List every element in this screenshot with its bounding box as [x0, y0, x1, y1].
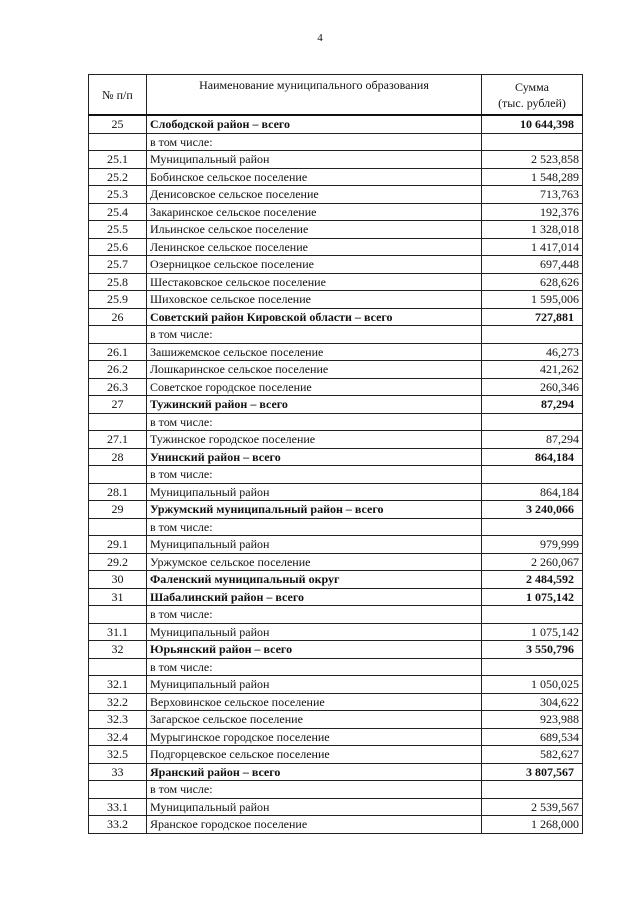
- row-amount: 1 417,014: [482, 238, 583, 256]
- row-name: в том числе:: [147, 133, 482, 151]
- row-number: 25.3: [89, 186, 147, 204]
- row-number: [89, 518, 147, 536]
- table-row: [89, 746, 583, 764]
- table-row-total: [89, 448, 583, 466]
- row-number: 26.1: [89, 343, 147, 361]
- header-sum: [482, 75, 583, 116]
- row-amount: 10 644,398: [482, 115, 583, 133]
- row-amount: 1 075,142: [482, 623, 583, 641]
- table-row: [89, 203, 583, 221]
- row-amount: 864,184: [482, 483, 583, 501]
- table-row-total: [89, 763, 583, 781]
- table-row: [89, 693, 583, 711]
- row-number: 25: [89, 115, 147, 133]
- row-amount: 582,627: [482, 746, 583, 764]
- table-row-total: [89, 308, 583, 326]
- table-row: [89, 536, 583, 554]
- row-name: Советский район Кировской области – всего: [147, 308, 482, 326]
- table-row-subheading: [89, 413, 583, 431]
- row-amount: 1 050,025: [482, 676, 583, 694]
- row-amount: 689,534: [482, 728, 583, 746]
- table-row-subheading: [89, 466, 583, 484]
- row-amount: 2 484,592: [482, 571, 583, 589]
- row-amount: 1 328,018: [482, 221, 583, 239]
- row-number: 29: [89, 501, 147, 519]
- table-row: [89, 623, 583, 641]
- row-number: 28: [89, 448, 147, 466]
- row-amount: [482, 133, 583, 151]
- row-amount: 2 260,067: [482, 553, 583, 571]
- table-row-subheading: [89, 606, 583, 624]
- table-row-total: [89, 396, 583, 414]
- row-name: Шиховское сельское поселение: [147, 291, 482, 309]
- row-number: [89, 326, 147, 344]
- row-number: 25.7: [89, 256, 147, 274]
- table-row-total: [89, 571, 583, 589]
- row-name: Унинский район – всего: [147, 448, 482, 466]
- row-number: 33.2: [89, 816, 147, 834]
- row-number: 32.1: [89, 676, 147, 694]
- table-header-row: [89, 75, 583, 116]
- row-name: Лошкаринское сельское поселение: [147, 361, 482, 379]
- table-row: [89, 291, 583, 309]
- row-number: 25.4: [89, 203, 147, 221]
- row-amount: 304,622: [482, 693, 583, 711]
- row-number: [89, 606, 147, 624]
- row-number: 30: [89, 571, 147, 589]
- row-number: 33.1: [89, 798, 147, 816]
- row-number: 25.6: [89, 238, 147, 256]
- row-name: Шестаковское сельское поселение: [147, 273, 482, 291]
- row-amount: [482, 326, 583, 344]
- row-name: в том числе:: [147, 606, 482, 624]
- row-name: Шабалинский район – всего: [147, 588, 482, 606]
- row-amount: 46,273: [482, 343, 583, 361]
- row-amount: [482, 518, 583, 536]
- table-row-subheading: [89, 326, 583, 344]
- row-amount: [482, 781, 583, 799]
- row-amount: 1 268,000: [482, 816, 583, 834]
- row-number: [89, 413, 147, 431]
- row-amount: 1 595,006: [482, 291, 583, 309]
- row-amount: 87,294: [482, 431, 583, 449]
- row-amount: 727,881: [482, 308, 583, 326]
- row-number: 32.3: [89, 711, 147, 729]
- row-name: Загарское сельское поселение: [147, 711, 482, 729]
- row-name: Закаринское сельское поселение: [147, 203, 482, 221]
- row-number: 27: [89, 396, 147, 414]
- row-number: 26: [89, 308, 147, 326]
- header-sum-line1: Сумма: [515, 79, 549, 94]
- row-amount: 260,346: [482, 378, 583, 396]
- table-row: [89, 816, 583, 834]
- row-number: [89, 133, 147, 151]
- table-row: [89, 798, 583, 816]
- table-row: [89, 221, 583, 239]
- table-row: [89, 711, 583, 729]
- row-amount: 421,262: [482, 361, 583, 379]
- header-name: Наименование муниципального образования: [147, 75, 482, 116]
- row-amount: 713,763: [482, 186, 583, 204]
- row-name: Озерницкое сельское поселение: [147, 256, 482, 274]
- row-name: Яранский район – всего: [147, 763, 482, 781]
- row-amount: 697,448: [482, 256, 583, 274]
- row-name: Тужинский район – всего: [147, 396, 482, 414]
- row-amount: 923,988: [482, 711, 583, 729]
- row-name: Ильинское сельское поселение: [147, 221, 482, 239]
- row-number: 32: [89, 641, 147, 659]
- row-number: [89, 658, 147, 676]
- table-row: [89, 361, 583, 379]
- row-name: Муниципальный район: [147, 676, 482, 694]
- row-amount: 979,999: [482, 536, 583, 554]
- table-row-total: [89, 501, 583, 519]
- table-body: [89, 115, 583, 833]
- row-name: Муниципальный район: [147, 483, 482, 501]
- row-number: 26.3: [89, 378, 147, 396]
- table-row: [89, 728, 583, 746]
- table-row-subheading: [89, 133, 583, 151]
- row-name: Ленинское сельское поселение: [147, 238, 482, 256]
- row-number: 25.1: [89, 151, 147, 169]
- row-number: 28.1: [89, 483, 147, 501]
- row-amount: 192,376: [482, 203, 583, 221]
- row-name: Подгорцевское сельское поселение: [147, 746, 482, 764]
- row-name: Юрьянский район – всего: [147, 641, 482, 659]
- row-amount: [482, 413, 583, 431]
- row-amount: 3 240,066: [482, 501, 583, 519]
- table-row: [89, 273, 583, 291]
- table-row: [89, 151, 583, 169]
- row-amount: 2 523,858: [482, 151, 583, 169]
- table-row: [89, 483, 583, 501]
- table-row: [89, 256, 583, 274]
- table-row: [89, 676, 583, 694]
- row-name: в том числе:: [147, 413, 482, 431]
- row-name: Слободской район – всего: [147, 115, 482, 133]
- row-amount: 2 539,567: [482, 798, 583, 816]
- table-row: [89, 553, 583, 571]
- row-amount: [482, 658, 583, 676]
- row-amount: 628,626: [482, 273, 583, 291]
- table-row: [89, 343, 583, 361]
- row-amount: 1 548,289: [482, 168, 583, 186]
- row-name: Муниципальный район: [147, 798, 482, 816]
- table-row-subheading: [89, 518, 583, 536]
- row-name: в том числе:: [147, 466, 482, 484]
- row-number: 32.4: [89, 728, 147, 746]
- row-name: в том числе:: [147, 781, 482, 799]
- row-number: 32.2: [89, 693, 147, 711]
- row-name: Верховинское сельское поселение: [147, 693, 482, 711]
- row-number: 33: [89, 763, 147, 781]
- table-row: [89, 238, 583, 256]
- row-amount: [482, 466, 583, 484]
- row-amount: 1 075,142: [482, 588, 583, 606]
- row-name: Тужинское городское поселение: [147, 431, 482, 449]
- row-name: в том числе:: [147, 518, 482, 536]
- table-row-subheading: [89, 781, 583, 799]
- row-number: 31.1: [89, 623, 147, 641]
- row-name: Мурыгинское городское поселение: [147, 728, 482, 746]
- row-name: Уржумский муниципальный район – всего: [147, 501, 482, 519]
- row-name: Муниципальный район: [147, 623, 482, 641]
- table-row-total: [89, 588, 583, 606]
- row-number: 25.5: [89, 221, 147, 239]
- row-name: в том числе:: [147, 326, 482, 344]
- table-row: [89, 186, 583, 204]
- row-number: 25.2: [89, 168, 147, 186]
- row-name: Яранское городское поселение: [147, 816, 482, 834]
- page-number: 4: [317, 32, 323, 44]
- row-number: 27.1: [89, 431, 147, 449]
- row-number: 26.2: [89, 361, 147, 379]
- row-number: 29.1: [89, 536, 147, 554]
- row-amount: [482, 606, 583, 624]
- row-name: Муниципальный район: [147, 536, 482, 554]
- budget-table: [88, 74, 583, 834]
- row-number: 29.2: [89, 553, 147, 571]
- row-number: 31: [89, 588, 147, 606]
- row-amount: 3 550,796: [482, 641, 583, 659]
- row-number: 25.9: [89, 291, 147, 309]
- row-name: Зашижемское сельское поселение: [147, 343, 482, 361]
- table-row: [89, 431, 583, 449]
- table-row-total: [89, 641, 583, 659]
- row-number: [89, 466, 147, 484]
- row-amount: 3 807,567: [482, 763, 583, 781]
- table-row: [89, 168, 583, 186]
- row-number: 25.8: [89, 273, 147, 291]
- row-number: 32.5: [89, 746, 147, 764]
- row-name: Муниципальный район: [147, 151, 482, 169]
- row-name: Уржумское сельское поселение: [147, 553, 482, 571]
- header-num: № п/п: [89, 75, 147, 116]
- table-row-total: [89, 115, 583, 133]
- row-name: Бобинское сельское поселение: [147, 168, 482, 186]
- row-name: Денисовское сельское поселение: [147, 186, 482, 204]
- table-row-subheading: [89, 658, 583, 676]
- row-amount: 864,184: [482, 448, 583, 466]
- row-number: [89, 781, 147, 799]
- row-name: Советское городское поселение: [147, 378, 482, 396]
- row-amount: 87,294: [482, 396, 583, 414]
- row-name: Фаленский муниципальный округ: [147, 571, 482, 589]
- row-name: в том числе:: [147, 658, 482, 676]
- header-sum-line2: (тыс. рублей): [498, 95, 566, 110]
- table-row: [89, 378, 583, 396]
